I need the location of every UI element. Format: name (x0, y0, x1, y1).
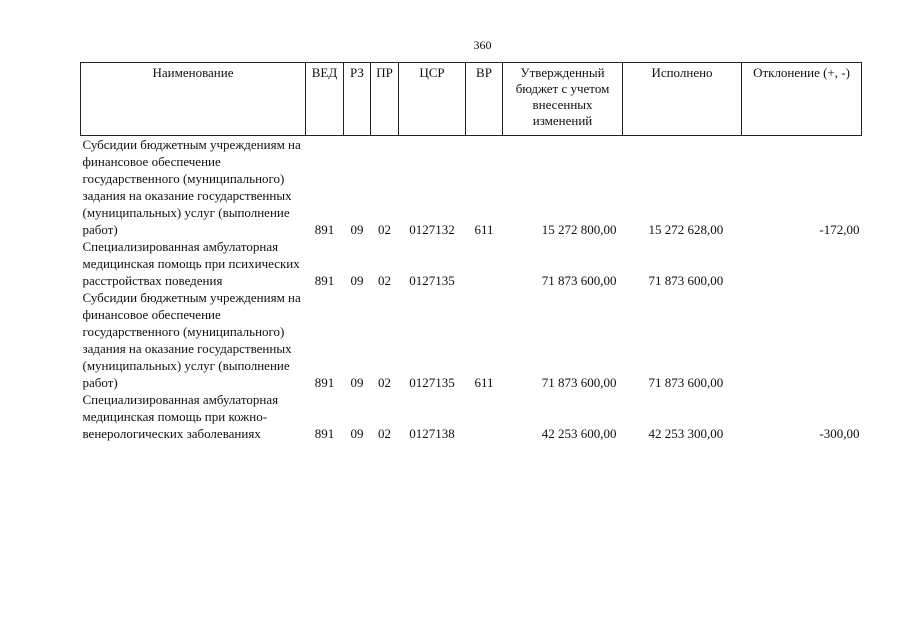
row-rz: 09 (350, 273, 364, 288)
row-approved: 42 253 600,00 (541, 426, 617, 441)
row-approved: 15 272 800,00 (541, 222, 617, 237)
row-pr: 02 (378, 426, 391, 441)
header-ved: ВЕД (306, 63, 344, 136)
header-csr: ЦСР (399, 63, 466, 136)
table-row (81, 238, 862, 289)
header-rz: РЗ (344, 63, 371, 136)
row-deviation: -300,00 (819, 426, 860, 441)
row-vr (466, 238, 503, 289)
header-approved: Утвержденный бюджет с учетом внесенных изменений (503, 63, 623, 136)
row-executed: 42 253 300,00 (648, 426, 724, 441)
row-vr: 611 (474, 375, 494, 390)
row-rz: 09 (350, 375, 364, 390)
row-csr: 0127135 (409, 375, 455, 390)
row-rz: 09 (350, 426, 364, 441)
row-name: Субсидии бюджетным учреждениям на финансовое обеспечение государственного (муниципального) задания на оказание государственных (муниципальных) услуг (выполнение работ) (82, 290, 301, 390)
row-executed: 71 873 600,00 (648, 375, 724, 390)
row-name: Специализированная амбулаторная медицинская помощь при психических расстройствах поведения (82, 239, 300, 288)
row-pr: 02 (378, 375, 391, 390)
row-ved: 891 (314, 222, 335, 237)
row-rz: 09 (350, 222, 364, 237)
row-pr: 02 (378, 222, 391, 237)
row-csr: 0127135 (409, 273, 455, 288)
row-executed: 15 272 628,00 (648, 222, 724, 237)
row-name: Субсидии бюджетным учреждениям на финансовое обеспечение государственного (муниципального) задания на оказание государственных (муниципальных) услуг (выполнение работ) (82, 137, 301, 237)
page-number-text: 360 (473, 38, 492, 52)
row-name: Специализированная амбулаторная медицинская помощь при кожно-венерологических заболеваниях (82, 392, 279, 441)
row-pr: 02 (378, 273, 391, 288)
page-number (0, 38, 905, 53)
row-approved: 71 873 600,00 (541, 375, 617, 390)
table-row (81, 136, 862, 239)
row-ved: 891 (314, 375, 335, 390)
header-pr: ПР (371, 63, 399, 136)
row-vr: 611 (474, 222, 494, 237)
row-ved: 891 (314, 273, 335, 288)
header-name: Наименование (81, 63, 306, 136)
table-row (81, 289, 862, 391)
row-deviation: -172,00 (819, 222, 860, 237)
row-csr: 0127132 (409, 222, 455, 237)
row-executed: 71 873 600,00 (648, 273, 724, 288)
table-row (81, 391, 862, 442)
row-csr: 0127138 (409, 426, 455, 441)
budget-table (80, 62, 862, 442)
row-deviation (742, 289, 862, 391)
row-approved: 71 873 600,00 (541, 273, 617, 288)
header-vr: ВР (466, 63, 503, 136)
header-executed: Исполнено (623, 63, 742, 136)
table-header-row (81, 63, 862, 136)
row-vr (466, 391, 503, 442)
row-deviation (742, 238, 862, 289)
row-ved: 891 (314, 426, 335, 441)
header-deviation: Отклонение (+, -) (742, 63, 862, 136)
